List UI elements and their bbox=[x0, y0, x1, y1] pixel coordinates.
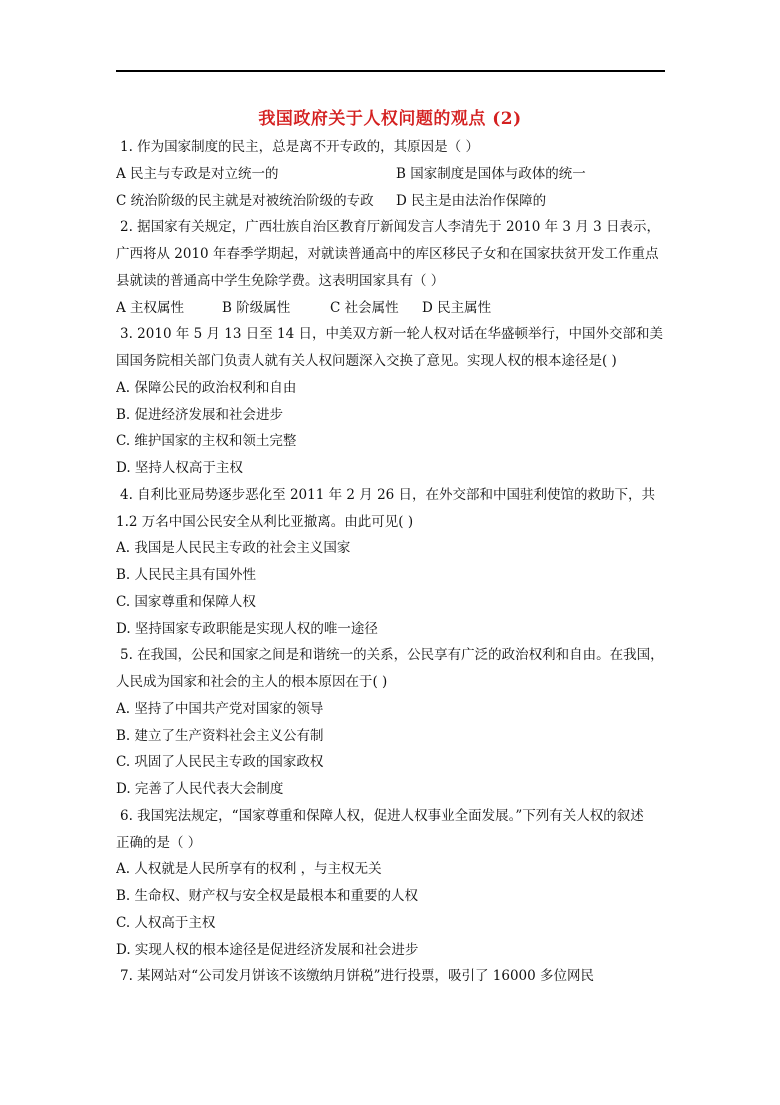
q6-stem-line1: 6. 我国宪法规定，“国家尊重和保障人权，促进人权事业全面发展。”下列有关人权的叙述 bbox=[120, 807, 644, 824]
q3-option-d: D. 坚持人权高于主权 bbox=[116, 460, 243, 476]
q3-option-c: C. 维护国家的主权和领土完整 bbox=[116, 433, 297, 450]
q3-option-a: A. 保障公民的政治权利和自由 bbox=[116, 379, 297, 396]
q6-option-a: A. 人权就是人民所享有的权利 ，与主权无关 bbox=[116, 861, 382, 878]
q5-option-c: C. 巩固了人民民主专政的国家政权 bbox=[116, 754, 324, 771]
q2-option-c: C 社会属性 bbox=[330, 299, 399, 316]
q2-stem-line1: 2. 据国家有关规定，广西壮族自治区教育厅新闻发言人李清先于 2010 年 3 月 3 日表示， bbox=[120, 219, 660, 236]
q4-option-a: A. 我国是人民民主专政的社会主义国家 bbox=[116, 540, 351, 557]
question-list bbox=[116, 134, 668, 990]
header-rule bbox=[116, 70, 665, 72]
q4-option-c: C. 国家尊重和保障人权 bbox=[116, 593, 256, 610]
q5-stem-line1: 5. 在我国，公民和国家之间是和谐统一的关系，公民享有广泛的政治权利和自由。在我国， bbox=[120, 647, 664, 664]
q6-stem-line2: 正确的是（ ） bbox=[116, 834, 202, 851]
q5-stem-line2: 人民成为国家和社会的主人的根本原因在于( ) bbox=[116, 674, 388, 690]
page-title: 我国政府关于人权问题的观点 (2) bbox=[258, 109, 522, 129]
q6-option-b: B. 生命权、财产权与安全权是最根本和重要的人权 bbox=[116, 888, 419, 904]
q4-stem-line2: 1.2 万名中国公民安全从利比亚撤离。由此可见( ) bbox=[116, 513, 414, 530]
q4-option-d: D. 坚持国家专政职能是实现人权的唯一途径 bbox=[116, 620, 378, 637]
q2-option-d: D 民主属性 bbox=[422, 299, 492, 316]
q5-option-b: B. 建立了生产资料社会主义公有制 bbox=[116, 727, 324, 744]
q1-option-b: B 国家制度是国体与政体的统一 bbox=[396, 165, 586, 182]
q1-option-d: D 民主是由法治作保障的 bbox=[396, 192, 547, 209]
q5-option-d: D. 完善了人民代表大会制度 bbox=[116, 781, 284, 797]
q1-option-c: C 统治阶级的民主就是对被统治阶级的专政 bbox=[116, 192, 374, 209]
q6-option-c: C. 人权高于主权 bbox=[116, 914, 216, 931]
q7-stem-line1: 7. 某网站对“公司发月饼该不该缴纳月饼税”进行投票，吸引了 16000 多位网民 bbox=[120, 968, 595, 985]
q6-option-d: D. 实现人权的根本途径是促进经济发展和社会进步 bbox=[116, 941, 419, 958]
q1-options-row2 bbox=[116, 188, 668, 215]
q2-stem-line2: 广西将从 2010 年春季学期起，对就读普通高中的库区移民子女和在国家扶贫开发工作重点 bbox=[116, 246, 659, 262]
q1-option-a: A 民主与专政是对立统一的 bbox=[116, 165, 279, 182]
q5-option-a: A. 坚持了中国共产党对国家的领导 bbox=[116, 700, 324, 717]
q3-stem-line2: 国国务院相关部门负责人就有关人权问题深入交换了意见。实现人权的根本途径是( ) bbox=[116, 353, 617, 369]
q1-options-row1 bbox=[116, 161, 668, 188]
q2-stem-line3: 县就读的普通高中学生免除学费。这表明国家具有（ ） bbox=[116, 272, 445, 289]
q2-option-b: B 阶级属性 bbox=[222, 299, 291, 316]
q3-option-b: B. 促进经济发展和社会进步 bbox=[116, 406, 284, 423]
q2-option-a: A 主权属性 bbox=[116, 299, 185, 316]
q4-option-b: B. 人民民主具有国外性 bbox=[116, 567, 257, 583]
q3-stem-line1: 3. 2010 年 5 月 13 日至 14 日，中美双方新一轮人权对话在华盛顿举行，中国外交部和美 bbox=[120, 326, 664, 343]
q4-stem-line1: 4. 自利比亚局势逐步恶化至 2011 年 2 月 26 日，在外交部和中国驻利使馆的救助下，共 bbox=[120, 486, 656, 503]
q1-stem: 1. 作为国家制度的民主，总是离不开专政的，其原因是（ ） bbox=[120, 139, 479, 155]
q2-options bbox=[116, 295, 668, 322]
